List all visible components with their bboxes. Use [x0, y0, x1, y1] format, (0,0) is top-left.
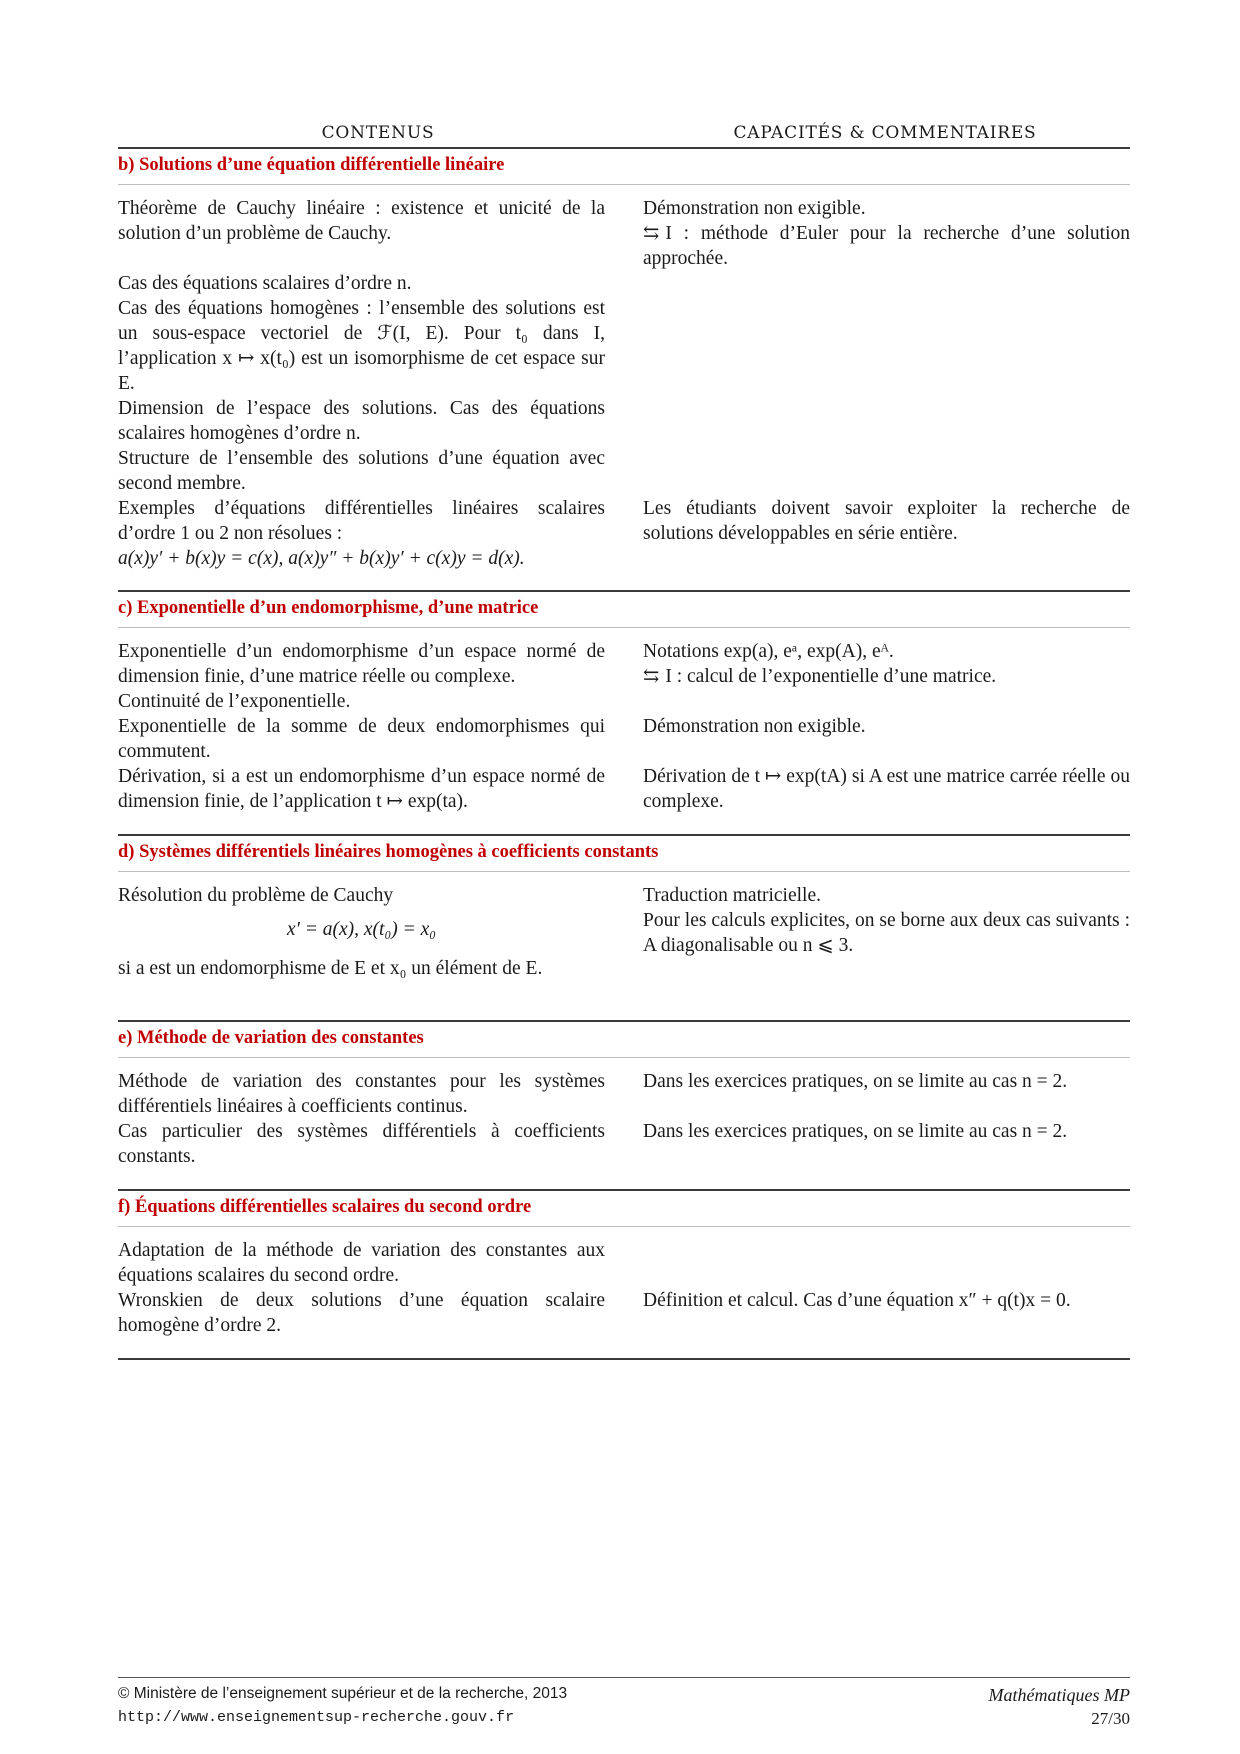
- section-c-divider: [118, 627, 1130, 628]
- section-c-comments: [643, 639, 1130, 814]
- section-f-divider: [118, 1226, 1130, 1227]
- section-d-contents: [118, 883, 605, 981]
- link-arrows-icon: ⇆: [643, 223, 660, 244]
- footer-document-title: Mathématiques MP: [988, 1685, 1130, 1705]
- text-block: Les étudiants doivent savoir exploiter la recherche de solutions développables en série entière.: [643, 498, 1130, 544]
- section-b-comments-2: [643, 496, 1130, 546]
- text-block: Démonstration non exigible.: [643, 198, 866, 219]
- text-block: Résolution du problème de Cauchy: [118, 885, 394, 906]
- text-block: Cas particulier des systèmes différentiels à coefficients constants.: [118, 1121, 605, 1167]
- text-block: Dans les exercices pratiques, on se limite au cas n = 2.: [643, 1071, 1068, 1092]
- text-block: Notations exp(a), eᵃ, exp(A), eᴬ.: [643, 641, 894, 662]
- footer-url-link[interactable]: http://www.enseignementsup-recherche.gouv.fr: [118, 1709, 515, 1726]
- text-span: I : méthode d’Euler pour la recherche d’une solution approchée.: [643, 223, 1130, 269]
- text-block: [643, 221, 1130, 271]
- text-block: Méthode de variation des constantes pour les systèmes différentiels linéaires à coefficients continus.: [118, 1071, 605, 1117]
- section-f-comments: [643, 1288, 1130, 1313]
- text-block: Exponentielle d’un endomorphisme d’un espace normé de dimension finie, d’une matrice réelle ou complexe.: [118, 641, 605, 687]
- text-block: Adaptation de la méthode de variation des constantes aux équations scalaires du second ordre.: [118, 1240, 605, 1286]
- section-e-comments: [643, 1069, 1130, 1144]
- section-b-divider: [118, 184, 1130, 185]
- section-c-contents: [118, 639, 605, 814]
- text-block: Pour les calculs explicites, on se borne aux deux cas suivants : A diagonalisable ou n ⩽ 3.: [643, 910, 1130, 956]
- section-f-title: f) Équations différentielles scalaires du second ordre: [118, 1197, 532, 1217]
- section-d-title: d) Systèmes différentiels linéaires homogènes à coefficients constants: [118, 842, 659, 862]
- section-f-end-rule: [118, 1358, 1130, 1360]
- footer-rule: [118, 1677, 1130, 1678]
- section-e-contents: [118, 1069, 605, 1169]
- text-block: Traduction matricielle.: [643, 885, 821, 906]
- text-block: Dérivation de t ↦ exp(tA) si A est une matrice carrée réelle ou complexe.: [643, 766, 1130, 812]
- text-block: Cas des équations homogènes : l’ensemble des solutions est un sous-espace vectoriel de ℱ(I, E). Pour t₀ dans I, l’application x ↦ x(t₀) est un isomorphisme de cet espace sur E.: [118, 298, 605, 394]
- section-e-divider: [118, 1057, 1130, 1058]
- column-header-contents: CONTENUS: [321, 123, 435, 143]
- text-block: Définition et calcul. Cas d’une équation x″ + q(t)x = 0.: [643, 1290, 1071, 1311]
- section-b-title: b) Solutions d’une équation différentielle linéaire: [118, 155, 505, 175]
- text-block: Exemples d’équations différentielles linéaires scalaires d’ordre 1 ou 2 non résolues :: [118, 498, 605, 544]
- text-block: Théorème de Cauchy linéaire : existence et unicité de la solution d’un problème de Cauchy.: [118, 198, 605, 244]
- section-b-end-rule: [118, 590, 1130, 592]
- section-d-end-rule: [118, 1020, 1130, 1022]
- section-d-divider: [118, 871, 1130, 872]
- header-rule: [118, 147, 1130, 149]
- equation: x′ = a(x), x(t₀) = x₀: [286, 919, 437, 940]
- text-block: Structure de l’ensemble des solutions d’une équation avec second membre.: [118, 448, 605, 494]
- section-c-end-rule: [118, 834, 1130, 836]
- column-header-comments: CAPACITÉS & COMMENTAIRES: [733, 123, 1037, 143]
- text-block: Dans les exercices pratiques, on se limite au cas n = 2.: [643, 1121, 1068, 1142]
- link-arrows-icon: ⇆: [643, 666, 660, 687]
- equation: a(x)y′ + b(x)y = c(x), a(x)y″ + b(x)y′ + c(x)y = d(x).: [118, 548, 525, 569]
- section-e-title: e) Méthode de variation des constantes: [118, 1028, 424, 1048]
- text-block: Dimension de l’espace des solutions. Cas des équations scalaires homogènes d’ordre n.: [118, 398, 605, 444]
- text-block: Continuité de l’exponentielle.: [118, 691, 351, 712]
- section-d-comments: [643, 883, 1130, 958]
- text-block: si a est un endomorphisme de E et x₀ un élément de E.: [118, 958, 543, 979]
- section-e-end-rule: [118, 1189, 1130, 1191]
- footer-page-number: 27/30: [1091, 1709, 1130, 1728]
- text-block: Exponentielle de la somme de deux endomorphismes qui commutent.: [118, 716, 605, 762]
- text-block: Cas des équations scalaires d’ordre n.: [118, 273, 412, 294]
- text-block: Dérivation, si a est un endomorphisme d’un espace normé de dimension finie, de l’application t ↦ exp(ta).: [118, 766, 605, 812]
- section-b-contents: [118, 196, 605, 571]
- section-f-contents: [118, 1238, 605, 1338]
- footer-copyright: © Ministère de l’enseignement supérieur et de la recherche, 2013: [118, 1685, 568, 1702]
- section-c-title: c) Exponentielle d’un endomorphisme, d’une matrice: [118, 598, 539, 618]
- text-span: I : calcul de l’exponentielle d’une matrice.: [665, 666, 997, 687]
- text-block: Wronskien de deux solutions d’une équation scalaire homogène d’ordre 2.: [118, 1290, 605, 1336]
- text-block: [643, 664, 1130, 689]
- text-block: Démonstration non exigible.: [643, 716, 866, 737]
- section-b-comments: [643, 196, 1130, 271]
